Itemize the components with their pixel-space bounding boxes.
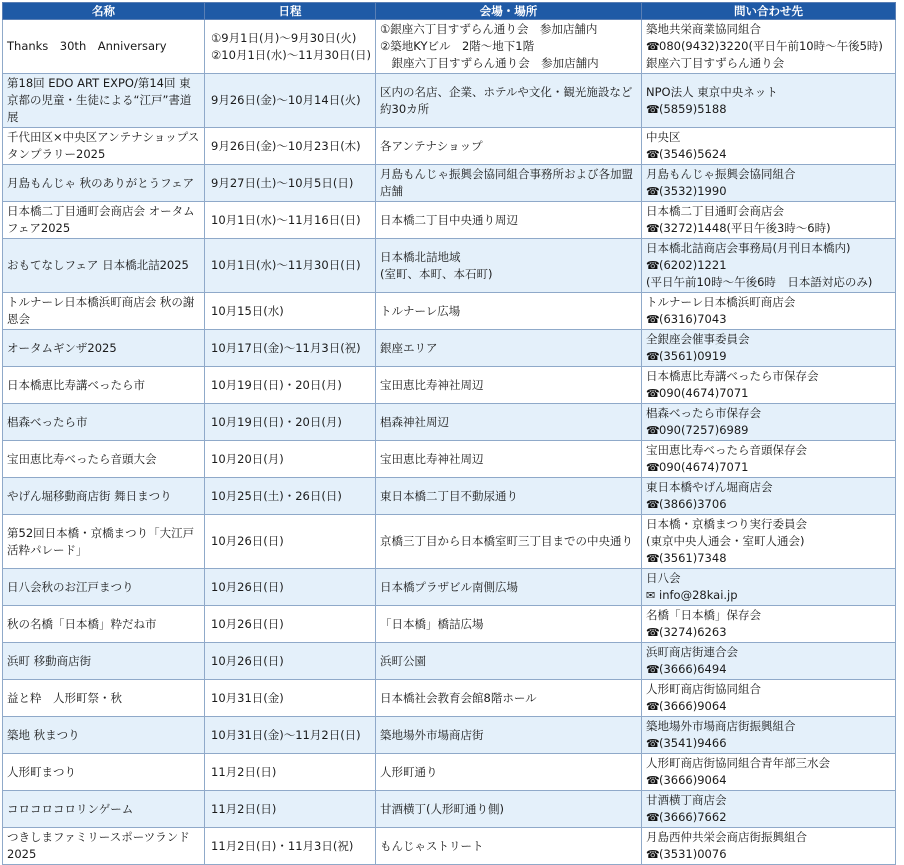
phone-icon: ☎ xyxy=(646,424,660,437)
event-venue xyxy=(376,606,642,643)
phone-icon: ☎ xyxy=(646,811,660,824)
contact-org: 中央区 xyxy=(646,130,681,144)
event-schedule xyxy=(205,202,376,239)
phone-icon: ☎ xyxy=(646,700,660,713)
event-name: 椙森べったら市 xyxy=(3,404,205,441)
contact-org: 全銀座会催事委員会 xyxy=(646,332,750,346)
event-contact xyxy=(642,74,896,128)
table-row xyxy=(3,478,896,515)
contact-phone: (3666)9064 xyxy=(659,699,727,713)
event-name: コロコロコロリンゲーム xyxy=(3,791,205,828)
event-contact xyxy=(642,606,896,643)
event-venue xyxy=(376,828,642,865)
contact-org: NPO法人 東京中央ネット xyxy=(646,84,778,99)
event-contact xyxy=(642,680,896,717)
event-schedule xyxy=(205,754,376,791)
phone-icon: ☎ xyxy=(646,102,660,116)
contact-phone-line xyxy=(646,385,891,402)
table-row xyxy=(3,680,896,717)
event-schedule xyxy=(205,441,376,478)
schedule-line: ②10月1日(水)～11月30日(日) xyxy=(211,47,371,62)
event-schedule xyxy=(205,717,376,754)
event-name: 益と粋 人形町祭・秋 xyxy=(3,680,205,717)
table-row xyxy=(3,515,896,569)
event-schedule xyxy=(205,367,376,404)
table-row xyxy=(3,330,896,367)
event-name: つきしまファミリースポーツランド2025 xyxy=(3,828,205,865)
event-schedule xyxy=(205,74,376,128)
contact-org: 東日本橋やげん堀商店会 xyxy=(646,480,773,494)
contact-phone: (3866)3706 xyxy=(659,497,727,511)
event-name: 日本橋二丁目通町会商店会 オータムフェア2025 xyxy=(3,202,205,239)
contact-phone-line xyxy=(646,422,891,439)
event-contact xyxy=(642,202,896,239)
contact-phone: (3561)7348 xyxy=(659,551,727,565)
event-name: 秋の名橋「日本橋」粋だね市 xyxy=(3,606,205,643)
contact-phone: 080(9432)3220(平日午前10時～午後5時) xyxy=(659,39,883,53)
venue-line: 区内の名店、企業、ホテルや文化・観光施設など約30カ所 xyxy=(380,84,633,116)
event-contact xyxy=(642,239,896,293)
contact-phone: (3561)0919 xyxy=(659,349,727,363)
event-schedule xyxy=(205,478,376,515)
phone-icon: ☎ xyxy=(646,552,660,565)
contact-org: 浜町商店街連合会 xyxy=(646,645,738,659)
contact-phone-line xyxy=(646,550,891,567)
venue-line: 日本橋プラザビル南側広場 xyxy=(380,579,518,594)
contact-phone-line xyxy=(646,698,891,715)
phone-icon: ☎ xyxy=(646,461,660,474)
contact-phone: (5859)5188 xyxy=(659,101,727,116)
event-name: やげん堀移動商店街 舞日まつり xyxy=(3,478,205,515)
event-name: 第18回 EDO ART EXPO/第14回 東京都の児童・生徒による“江戸”書道展 xyxy=(3,74,205,128)
contact-org: 日八会 xyxy=(646,571,681,585)
event-venue xyxy=(376,165,642,202)
event-venue xyxy=(376,791,642,828)
event-name: 浜町 移動商店街 xyxy=(3,643,205,680)
table-row xyxy=(3,367,896,404)
table-row xyxy=(3,293,896,330)
event-schedule xyxy=(205,404,376,441)
event-venue xyxy=(376,20,642,74)
phone-icon: ☎ xyxy=(646,663,660,676)
venue-line: 「日本橋」橋詰広場 xyxy=(380,616,484,631)
event-contact xyxy=(642,515,896,569)
event-venue xyxy=(376,330,642,367)
phone-icon: ☎ xyxy=(646,626,660,639)
event-venue xyxy=(376,128,642,165)
mail-icon: ✉ xyxy=(646,589,656,602)
event-venue xyxy=(376,717,642,754)
venue-line: 甘酒横丁(人形町通り側) xyxy=(380,801,504,816)
contact-phone-line xyxy=(646,661,891,678)
event-name: 築地 秋まつり xyxy=(3,717,205,754)
schedule-line: 10月15日(水) xyxy=(211,303,284,318)
event-name: トルナーレ日本橋浜町商店会 秋の謝恩会 xyxy=(3,293,205,330)
venue-line: 日本橋北詰地域 xyxy=(380,249,461,264)
contact-phone: (3274)6263 xyxy=(659,625,727,639)
contact-phone: (3666)9064 xyxy=(659,773,727,787)
event-name: 第52回日本橋・京橋まつり「大江戸活粋パレード」 xyxy=(3,515,205,569)
table-row xyxy=(3,239,896,293)
phone-icon: ☎ xyxy=(646,313,660,326)
event-contact xyxy=(642,128,896,165)
phone-icon: ☎ xyxy=(646,222,660,235)
phone-icon: ☎ xyxy=(646,40,660,53)
event-venue xyxy=(376,293,642,330)
contact-phone: (3541)9466 xyxy=(659,736,727,750)
contact-org: 月島西仲共栄会商店街振興組合 xyxy=(646,830,807,844)
schedule-line: 10月19日(日)・20日(月) xyxy=(211,377,342,392)
schedule-line: 9月26日(金)～10月23日(木) xyxy=(211,138,361,153)
event-venue xyxy=(376,515,642,569)
venue-line: 宝田恵比寿神社周辺 xyxy=(380,451,484,466)
event-venue xyxy=(376,478,642,515)
venue-line: ①銀座六丁目すずらん通り会 参加店舗内 xyxy=(380,22,598,36)
contact-org: 日本橋二丁目通町会商店会 xyxy=(646,204,784,218)
event-venue xyxy=(376,404,642,441)
event-name: 宝田恵比寿べったら音頭大会 xyxy=(3,441,205,478)
event-schedule xyxy=(205,515,376,569)
event-contact xyxy=(642,293,896,330)
schedule-line: ①9月1日(月)～9月30日(火) xyxy=(211,30,357,45)
table-row xyxy=(3,606,896,643)
table-row xyxy=(3,441,896,478)
contact-phone: (6316)7043 xyxy=(659,312,727,326)
contact-email-line xyxy=(646,587,891,604)
contact-org: 月島もんじゃ振興会協同組合 xyxy=(646,167,796,181)
venue-line: 各アンテナショップ xyxy=(380,138,483,153)
contact-org: 甘酒横丁商店会 xyxy=(646,793,727,807)
phone-icon: ☎ xyxy=(646,848,660,861)
venue-line: 日本橋二丁目中央通り周辺 xyxy=(380,212,518,227)
phone-icon: ☎ xyxy=(646,148,660,161)
event-contact xyxy=(642,717,896,754)
contact-org-sub: (東京中央人通会・室町人通会) xyxy=(646,534,805,548)
table-row xyxy=(3,569,896,606)
contact-phone: (3546)5624 xyxy=(659,147,727,161)
contact-phone-line xyxy=(646,101,891,118)
phone-icon: ☎ xyxy=(646,259,660,272)
phone-icon: ☎ xyxy=(646,350,660,363)
schedule-line: 10月17日(金)～11月3日(祝) xyxy=(211,340,361,355)
event-name: Thanks 30th Anniversary xyxy=(3,20,205,74)
event-venue xyxy=(376,680,642,717)
event-schedule xyxy=(205,293,376,330)
event-schedule xyxy=(205,330,376,367)
contact-phone: (3531)0076 xyxy=(659,847,727,861)
event-contact xyxy=(642,643,896,680)
event-name: 千代田区×中央区アンテナショップスタンプラリー2025 xyxy=(3,128,205,165)
event-schedule xyxy=(205,606,376,643)
schedule-line: 10月1日(水)～11月30日(日) xyxy=(211,258,361,272)
schedule-line: 10月1日(水)～11月16日(日) xyxy=(211,212,361,227)
contact-phone-line xyxy=(646,809,891,826)
event-contact xyxy=(642,478,896,515)
venue-line: 浜町公園 xyxy=(380,653,426,668)
contact-org: 名橋「日本橋」保存会 xyxy=(646,608,761,622)
venue-line: 築地場外市場商店街 xyxy=(380,727,484,742)
event-contact xyxy=(642,441,896,478)
table-row xyxy=(3,643,896,680)
table-row xyxy=(3,20,896,74)
schedule-line: 10月26日(日) xyxy=(211,579,284,594)
contact-phone: 090(4674)7071 xyxy=(659,386,749,400)
event-name: おもてなしフェア 日本橋北詰2025 xyxy=(3,239,205,293)
table-row xyxy=(3,404,896,441)
table-row xyxy=(3,74,896,128)
venue-line: 銀座六丁目すずらん通り会 参加店舗内 xyxy=(380,56,599,70)
venue-line: 京橋三丁目から日本橋室町三丁目までの中央通り xyxy=(380,534,633,548)
event-venue xyxy=(376,202,642,239)
contact-org-secondary: 銀座六丁目すずらん通り会 xyxy=(646,56,785,70)
contact-phone-line xyxy=(646,146,891,163)
table-row xyxy=(3,202,896,239)
event-schedule xyxy=(205,791,376,828)
contact-phone-line xyxy=(646,348,891,365)
venue-line: 月島もんじゃ振興会協同組合事務所および各加盟店舗 xyxy=(380,167,633,198)
header-venue: 会場・場所 xyxy=(376,3,642,20)
table-row xyxy=(3,128,896,165)
event-contact xyxy=(642,754,896,791)
event-contact xyxy=(642,791,896,828)
schedule-line: 10月26日(日) xyxy=(211,653,284,668)
table-row xyxy=(3,828,896,865)
event-venue xyxy=(376,754,642,791)
event-venue xyxy=(376,74,642,128)
venue-line: 日本橋社会教育会館8階ホール xyxy=(380,690,537,705)
schedule-line: 10月26日(日) xyxy=(211,616,284,631)
event-name: 日本橋恵比寿講べったら市 xyxy=(3,367,205,404)
event-schedule xyxy=(205,643,376,680)
contact-phone: (3532)1990 xyxy=(659,184,727,198)
schedule-line: 11月2日(日) xyxy=(211,801,277,816)
contact-org: 日本橋恵比寿講べったら市保存会 xyxy=(646,369,819,383)
contact-phone-line xyxy=(646,183,891,200)
contact-phone-line xyxy=(646,311,891,328)
contact-org: 築地共栄商業協同組合 xyxy=(646,22,761,36)
event-schedule xyxy=(205,828,376,865)
table-row xyxy=(3,717,896,754)
header-contact: 問い合わせ先 xyxy=(642,3,896,20)
event-name: 人形町まつり xyxy=(3,754,205,791)
schedule-line: 10月26日(日) xyxy=(211,534,284,548)
schedule-line: 9月27日(土)～10月5日(日) xyxy=(211,175,354,190)
venue-line: 椙森神社周辺 xyxy=(380,414,449,429)
header-schedule: 日程 xyxy=(205,3,376,20)
contact-org: 宝田恵比寿べったら音頭保存会 xyxy=(646,443,807,457)
venue-line: もんじゃストリート xyxy=(380,838,484,853)
contact-org: トルナーレ日本橋浜町商店会 xyxy=(646,295,796,309)
contact-phone-line xyxy=(646,38,891,55)
event-contact xyxy=(642,828,896,865)
event-schedule xyxy=(205,20,376,74)
event-contact xyxy=(642,20,896,74)
contact-phone: (6202)1221 xyxy=(659,258,727,272)
event-schedule xyxy=(205,239,376,293)
contact-phone-line xyxy=(646,772,891,789)
venue-line: 宝田恵比寿神社周辺 xyxy=(380,377,484,392)
contact-phone-line xyxy=(646,735,891,752)
phone-icon: ☎ xyxy=(646,737,660,750)
contact-phone: (3666)7662 xyxy=(659,810,727,824)
schedule-line: 10月31日(金)～11月2日(日) xyxy=(211,727,361,742)
contact-phone-line xyxy=(646,257,891,274)
contact-org: 日本橋北詰商店会事務局(月刊日本橋内) xyxy=(646,241,851,255)
contact-org: 日本橋・京橋まつり実行委員会 xyxy=(646,517,807,531)
events-body xyxy=(3,20,896,865)
contact-org: 人形町商店街協同組合 xyxy=(646,682,761,696)
table-row xyxy=(3,754,896,791)
contact-phone: 090(4674)7071 xyxy=(659,460,749,474)
event-venue xyxy=(376,441,642,478)
event-schedule xyxy=(205,128,376,165)
contact-note: (平日午前10時～午後6時 日本語対応のみ) xyxy=(646,275,873,289)
contact-org: 人形町商店街協同組合青年部三水会 xyxy=(646,756,830,770)
contact-org: 椙森べったら市保存会 xyxy=(646,406,761,420)
contact-phone-line xyxy=(646,220,891,237)
schedule-line: 10月20日(月) xyxy=(211,451,284,466)
event-venue xyxy=(376,367,642,404)
table-row xyxy=(3,791,896,828)
venue-line: 銀座エリア xyxy=(380,340,438,355)
contact-phone-line xyxy=(646,624,891,641)
contact-phone: 090(7257)6989 xyxy=(659,423,749,437)
event-name: 日八会秋のお江戸まつり xyxy=(3,569,205,606)
schedule-line: 11月2日(日)・11月3日(祝) xyxy=(211,838,354,853)
schedule-line: 10月19日(日)・20日(月) xyxy=(211,414,342,429)
phone-icon: ☎ xyxy=(646,185,660,198)
header-name: 名称 xyxy=(3,3,205,20)
schedule-line: 11月2日(日) xyxy=(211,764,277,779)
event-contact xyxy=(642,569,896,606)
header-row xyxy=(3,3,896,20)
event-venue xyxy=(376,643,642,680)
schedule-line: 9月26日(金)～10月14日(火) xyxy=(211,93,361,107)
venue-line: (室町、本町、本石町) xyxy=(380,266,493,281)
event-schedule xyxy=(205,165,376,202)
event-schedule xyxy=(205,569,376,606)
table-row xyxy=(3,165,896,202)
event-contact xyxy=(642,165,896,202)
event-name: 月島もんじゃ 秋のありがとうフェア xyxy=(3,165,205,202)
event-venue xyxy=(376,569,642,606)
event-schedule xyxy=(205,680,376,717)
venue-line: トルナーレ広場 xyxy=(380,303,461,318)
phone-icon: ☎ xyxy=(646,498,660,511)
schedule-line: 10月31日(金) xyxy=(211,690,284,705)
contact-phone-line xyxy=(646,496,891,513)
venue-line: 東日本橋二丁目不動尿通り xyxy=(380,488,518,503)
events-table xyxy=(2,2,896,865)
schedule-line: 10月25日(土)・26日(日) xyxy=(211,488,342,503)
event-name: オータムギンザ2025 xyxy=(3,330,205,367)
contact-email[interactable]: info@28kai.jp xyxy=(659,588,738,602)
contact-phone: (3666)6494 xyxy=(659,662,727,676)
contact-org: 築地場外市場商店街振興組合 xyxy=(646,719,796,733)
phone-icon: ☎ xyxy=(646,774,660,787)
event-venue xyxy=(376,239,642,293)
contact-phone-line xyxy=(646,459,891,476)
event-contact xyxy=(642,330,896,367)
event-contact xyxy=(642,367,896,404)
venue-line: ②築地KYビル 2階～地下1階 xyxy=(380,39,535,53)
venue-line: 人形町通り xyxy=(380,764,438,779)
event-contact xyxy=(642,404,896,441)
phone-icon: ☎ xyxy=(646,387,660,400)
contact-phone: (3272)1448(平日午後3時～6時) xyxy=(659,221,831,235)
